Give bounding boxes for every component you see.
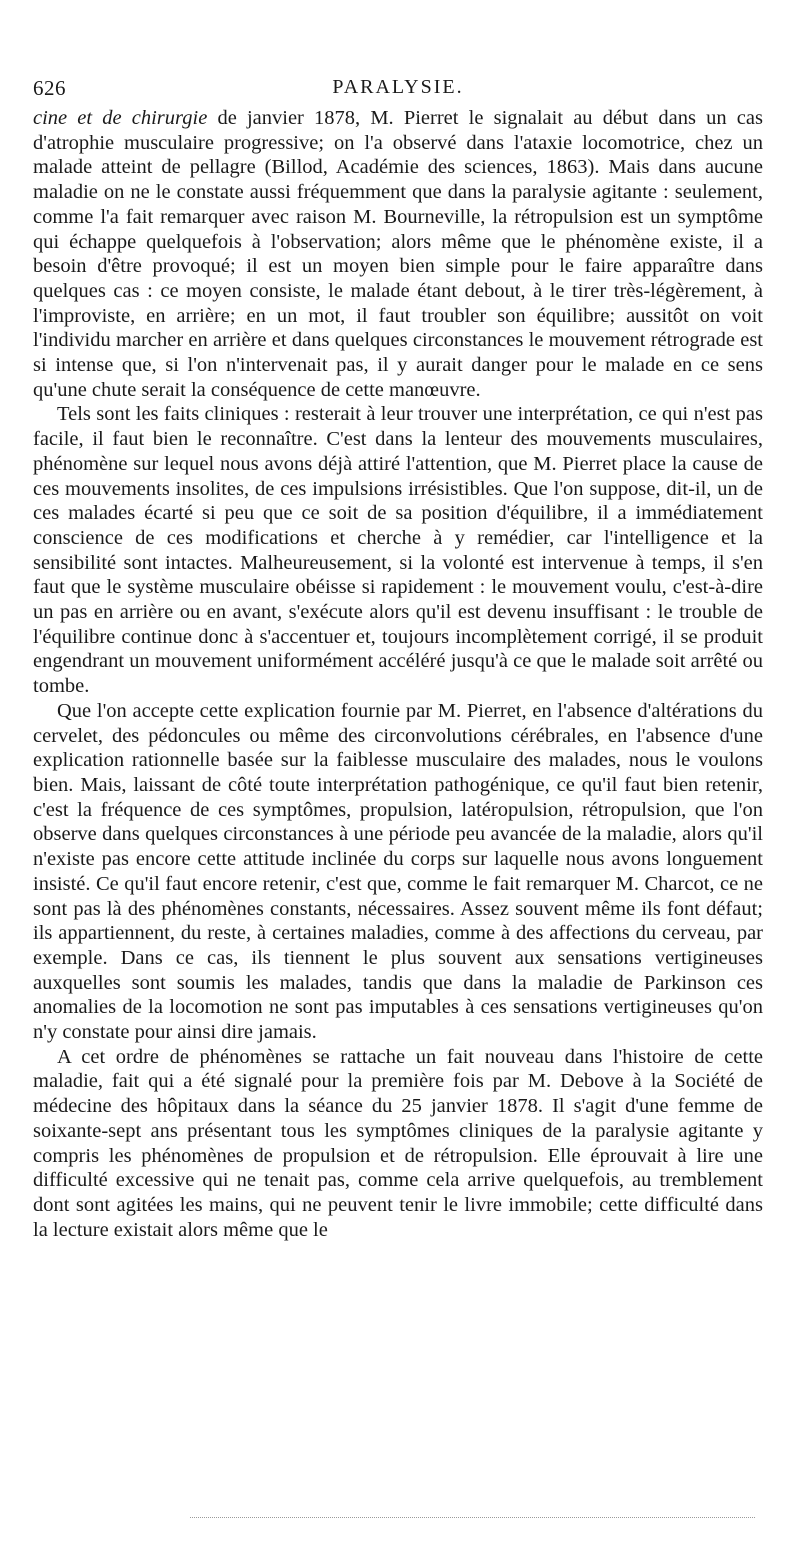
paragraph-text: de janvier 1878, M. Pierret le signalait au début dans un cas d'atrophie musculaire progressive; on l'a observé dans l'ataxie locomotrice, chez un malade atteint de pellagre (Billod, Académie des sciences, 1863). Mais dans aucune maladie on ne le constate aussi fréquemment que dans la paralysie agitante : seulement, comme l'a fait remarquer avec raison M. Bourneville, la rétropulsion est un symptôme qui échappe quelquefois à l'observation; alors même que le phénomène existe, il a besoin d'être provoqué; il est un moyen bien simple pour le faire apparaître dans quelques cas : ce moyen consiste, le malade étant debout, à le tirer très-légèrement, à l'improviste, en arrière; en un mot, il faut troubler son équilibre; aussitôt on voit l'individu marcher en arrière et dans quelques circonstances le mouvement rétrograde est si intense que, si l'on n'intervenait pas, il y aurait danger pour le malade en ce sens qu'une chute serait la conséquence de cette manœuvre.	[33, 107, 763, 401]
running-title: PARALYSIE.	[332, 76, 464, 98]
journal-title-fragment: cine et de chirurgie	[33, 107, 208, 129]
body-text	[33, 106, 763, 1242]
paragraph: Tels sont les faits cliniques : resterait à leur trouver une interprétation, ce qui n'est pas facile, il faut bien le reconnaître. C'est dans la lenteur des mouvements musculaires, phénomène sur lequel nous avons déjà attiré l'attention, que M. Pierret place la cause de ces mouvements insolites, de ces impulsions irrésistibles. Que l'on suppose, dit-il, un de ces malades écarté si peu que ce soit de sa position d'équilibre, il a immédiatement conscience de ces modifications et cherche à y remédier, car l'intelligence et la sensibilité sont intactes. Malheureusement, si la volonté est intervenue à temps, il s'en faut que le système musculaire obéisse si rapidement : le mouvement voulu, c'est-à-dire un pas en arrière ou en avant, s'exécute alors qu'il est devenu insuffisant : le trouble de l'équilibre continue donc à s'accentuer et, toujours incomplètement corrigé, il se produit engendrant un mouvement uniformément accéléré jusqu'à ce que le malade soit arrêté ou tombe.	[33, 403, 763, 698]
page-number: 626	[33, 76, 66, 100]
page-header	[33, 76, 763, 102]
paragraph: A cet ordre de phénomènes se rattache un fait nouveau dans l'histoire de cette maladie, fait qui a été signalé pour la première fois par M. Debove à la Société de médecine des hôpitaux dans la séance du 25 janvier 1878. Il s'agit d'une femme de soixante-sept ans présentant tous les symptômes cliniques de la paralysie agitante y compris les phénomènes de propulsion et de rétropulsion. Elle éprouvait à lire une difficulté excessive qui ne tenait pas, comme cela arrive quelquefois, au tremblement dont sont agitées les mains, qui ne peuvent tenir le livre immobile; cette difficulté dans la lecture existait alors même que le	[33, 1045, 763, 1241]
paragraph-continued	[33, 106, 763, 402]
footer-scan-artifact	[190, 1517, 755, 1518]
paragraph: Que l'on accepte cette explication fournie par M. Pierret, en l'absence d'altérations du cervelet, des pédoncules ou même des circonvolutions cérébrales, en l'absence d'une explication rationnelle basée sur la faiblesse musculaire des malades, nous le voulons bien. Mais, laissant de côté toute interprétation pathogénique, ce qu'il faut bien retenir, c'est la fréquence de ces symptômes, propulsion, latéropulsion, rétropulsion, que l'on observe dans quelques circonstances à une période peu avancée de la maladie, alors qu'il n'existe pas encore cette attitude inclinée du corps sur laquelle nous avons longuement insisté. Ce qu'il faut encore retenir, c'est que, comme le fait remarquer M. Charcot, ce ne sont pas là des phénomènes constants, nécessaires. Assez souvent même ils font défaut; ils appartiennent, du reste, à certaines maladies, comme à des affections du cerveau, par exemple. Dans ce cas, ils tiennent le plus souvent aux sensations vertigineuses auxquelles sont soumis les malades, tandis que dans la maladie de Parkinson ces anomalies de la locomotion ne sont pas imputables à ces sensations vertigineuses qu'on n'y constate pour ainsi dire jamais.	[33, 699, 763, 1044]
